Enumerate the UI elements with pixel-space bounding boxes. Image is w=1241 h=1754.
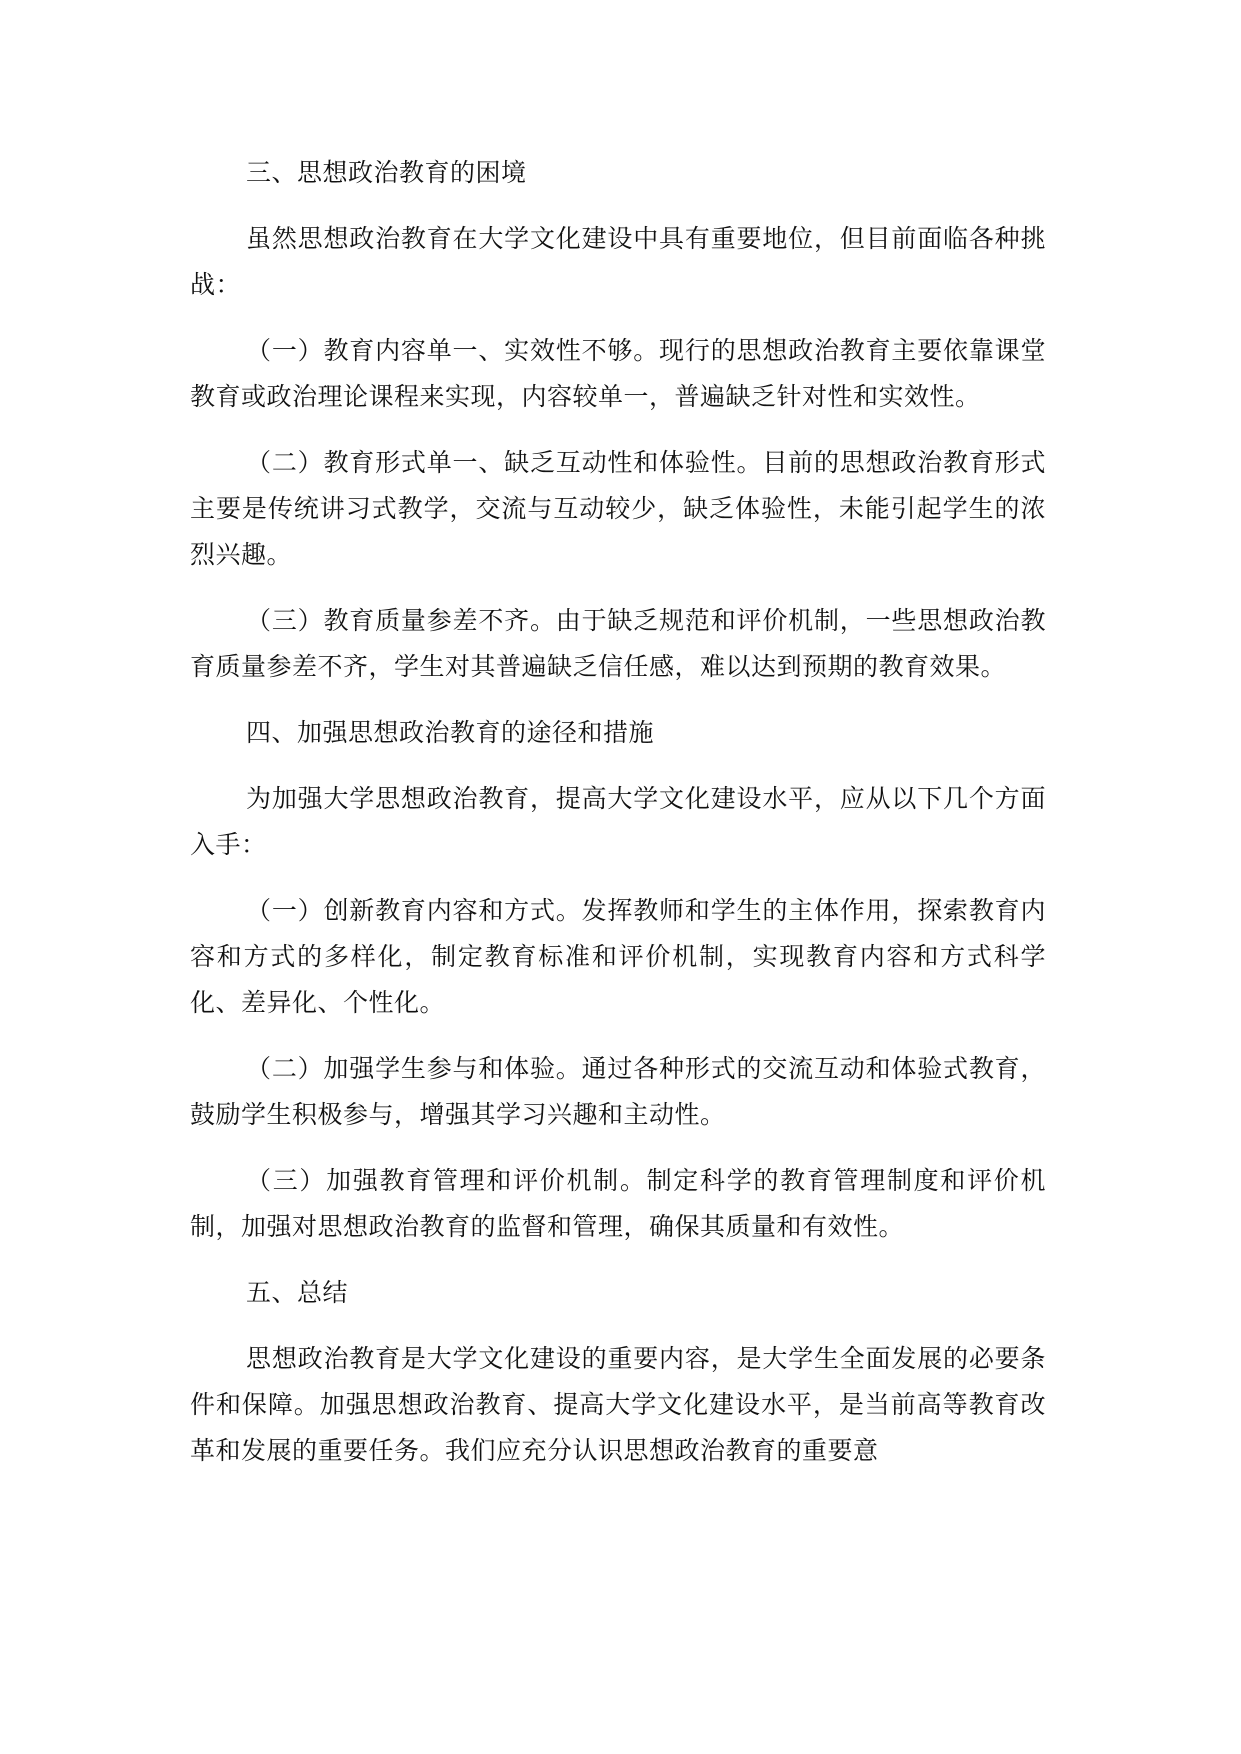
section-3-item-1: （一）教育内容单一、实效性不够。现行的思想政治教育主要依靠课堂教育或政治理论课程来实现，内容较单一，普遍缺乏针对性和实效性。: [190, 336, 1046, 411]
section-3-item-3: （三）教育质量参差不齐。由于缺乏规范和评价机制，一些思想政治教育质量参差不齐，学生对其普遍缺乏信任感，难以达到预期的教育效果。: [190, 606, 1046, 681]
section-heading-4: 四、加强思想政治教育的途径和措施: [246, 718, 655, 747]
document-body: [190, 150, 1046, 1494]
section-heading-5: 五、总结: [246, 1278, 349, 1307]
section-3-intro: 虽然思想政治教育在大学文化建设中具有重要地位，但目前面临各种挑战：: [190, 224, 1046, 299]
section-4-item-3: （三）加强教育管理和评价机制。制定科学的教育管理制度和评价机制，加强对思想政治教育的监督和管理，确保其质量和有效性。: [190, 1166, 1046, 1241]
section-4-item-1: （一）创新教育内容和方式。发挥教师和学生的主体作用，探索教育内容和方式的多样化，制定教育标准和评价机制，实现教育内容和方式科学化、差异化、个性化。: [190, 896, 1046, 1017]
section-4-intro: 为加强大学思想政治教育，提高大学文化建设水平，应从以下几个方面入手：: [190, 784, 1046, 859]
section-heading-3: 三、思想政治教育的困境: [246, 158, 527, 187]
section-4-item-2: （二）加强学生参与和体验。通过各种形式的交流互动和体验式教育，鼓励学生积极参与，增强其学习兴趣和主动性。: [190, 1054, 1046, 1129]
section-5-body: 思想政治教育是大学文化建设的重要内容，是大学生全面发展的必要条件和保障。加强思想政治教育、提高大学文化建设水平，是当前高等教育改革和发展的重要任务。我们应充分认识思想政治教育的重要意: [190, 1344, 1046, 1465]
section-3-item-2: （二）教育形式单一、缺乏互动性和体验性。目前的思想政治教育形式主要是传统讲习式教学，交流与互动较少，缺乏体验性，未能引起学生的浓烈兴趣。: [190, 448, 1046, 569]
